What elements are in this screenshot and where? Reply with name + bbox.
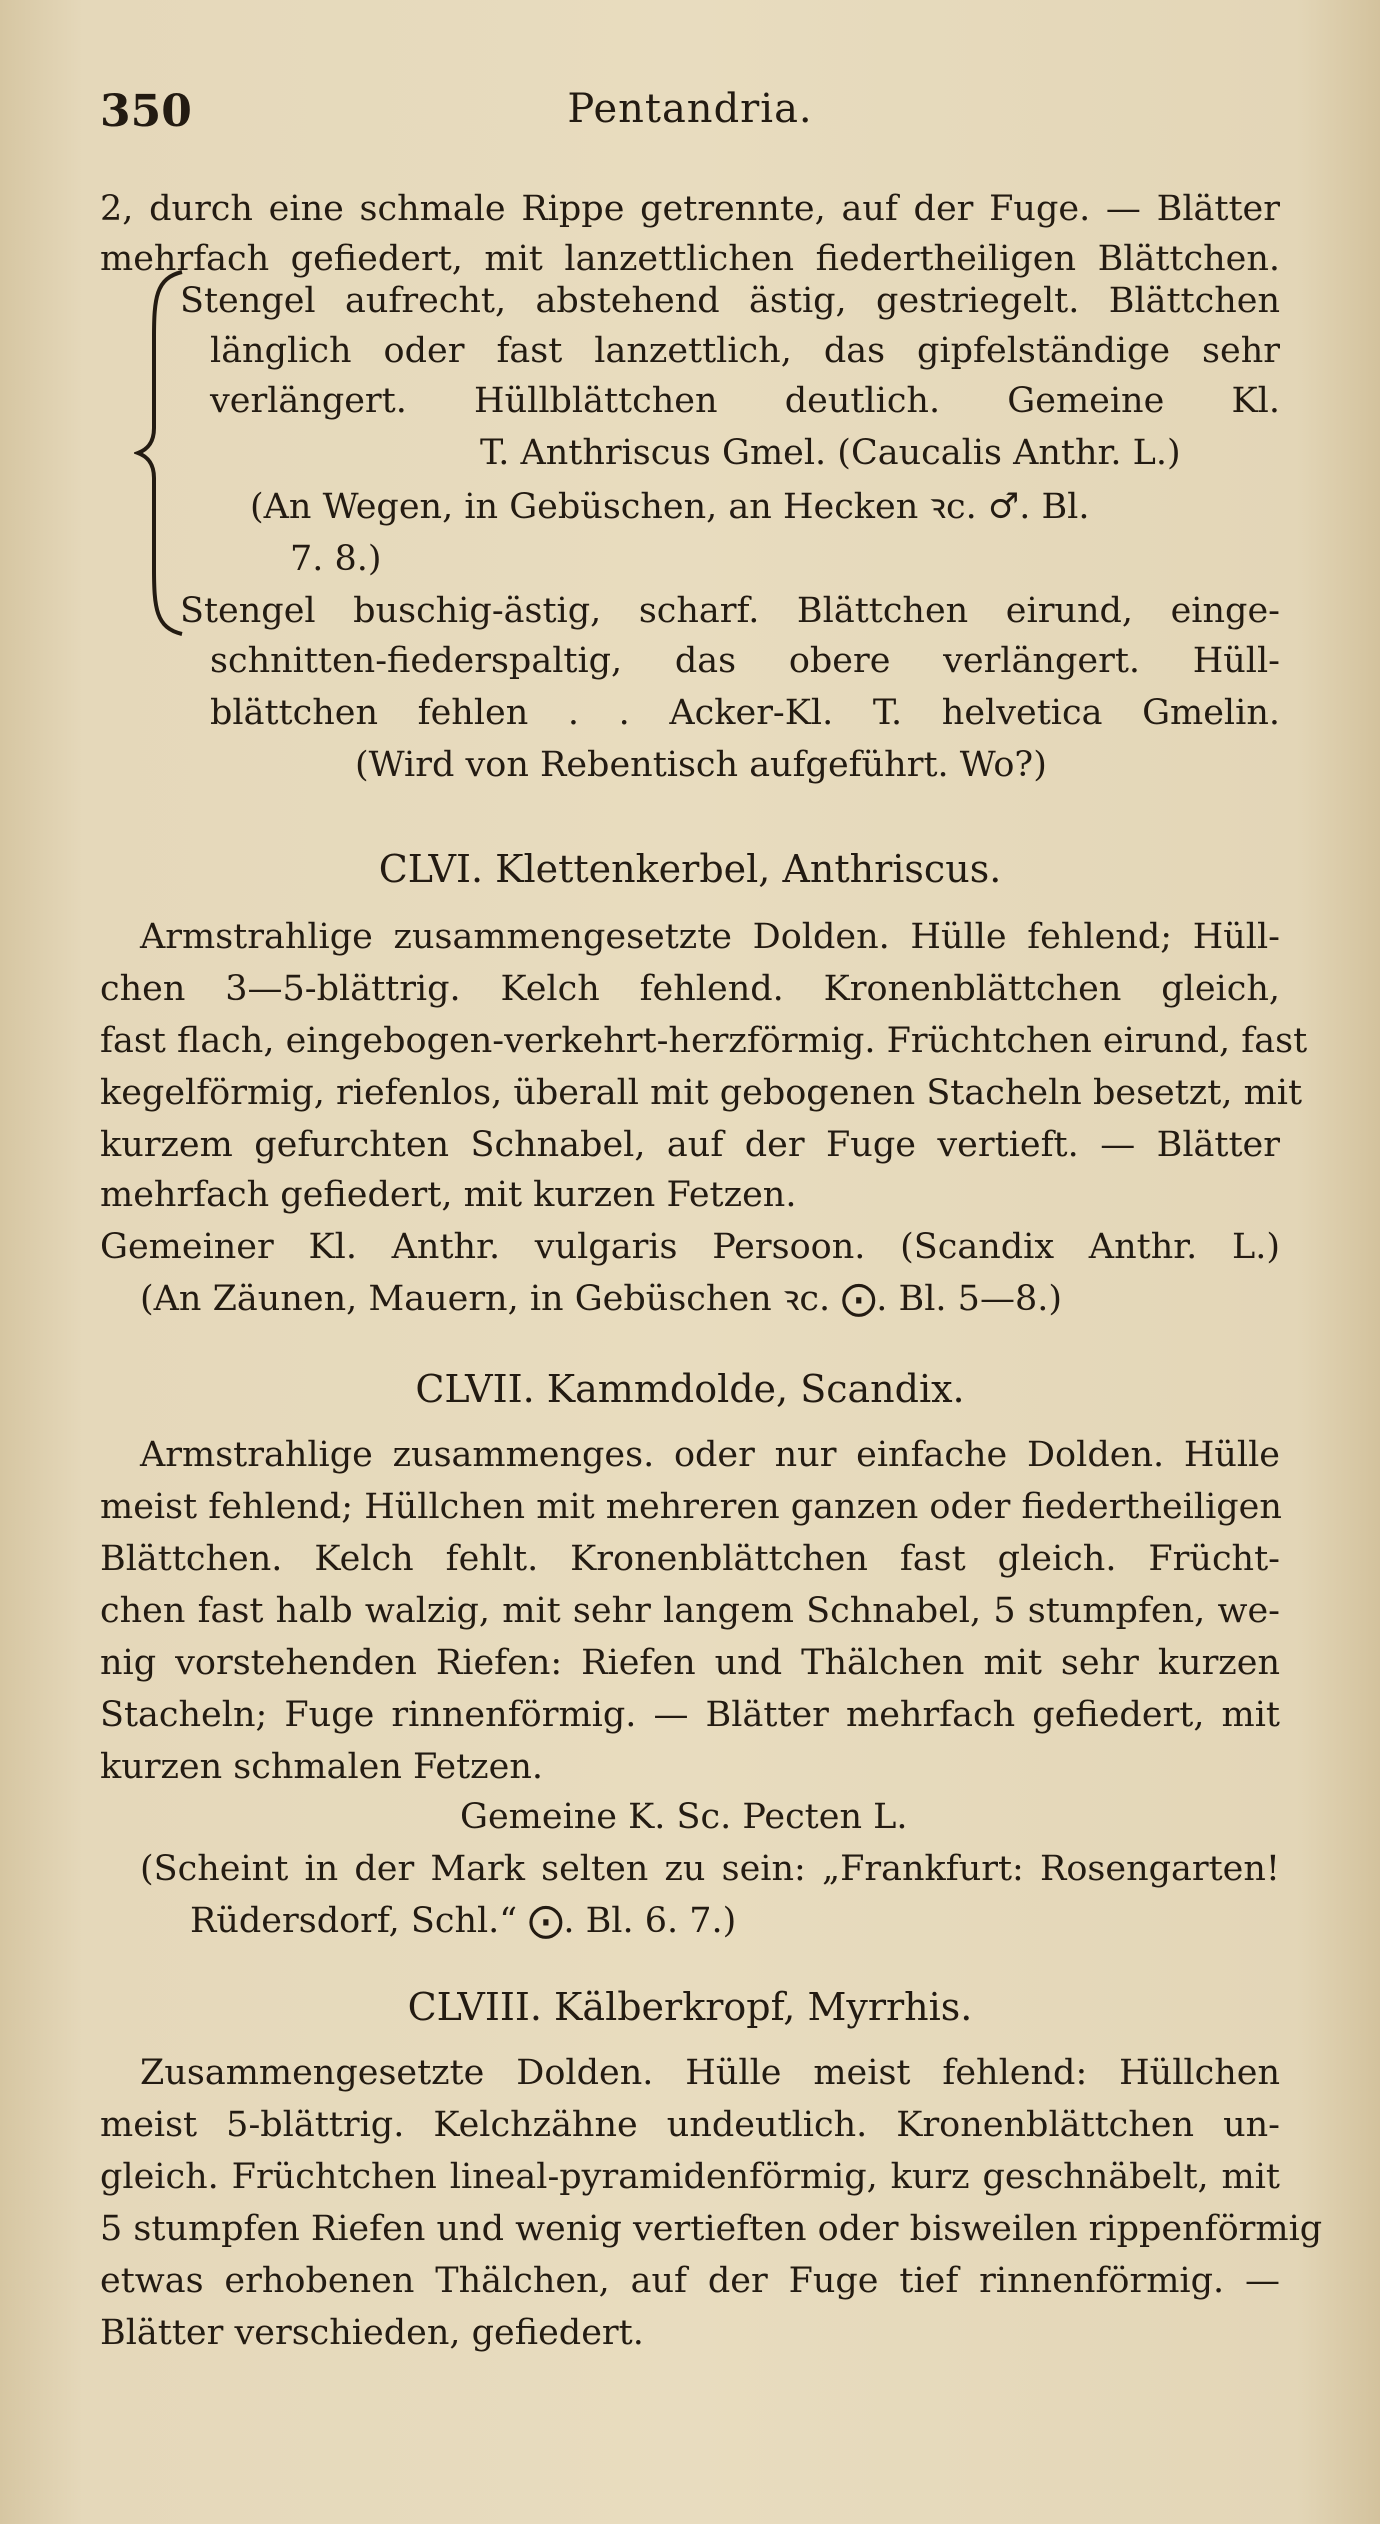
text-line: verlängert. Hüllblättchen deutlich. Gemeine Kl. (210, 381, 1280, 421)
section-heading: CLVII. Kammdolde, Scandix. (415, 1367, 965, 1411)
text-line: (An Wegen, in Gebüschen, an Hecken ꝛc. ♂. Bl. (250, 487, 1090, 527)
text-line: Stengel aufrecht, abstehend ästig, gestriegelt. Blättchen (180, 281, 1280, 321)
text-line: T. Anthriscus Gmel. (Caucalis Anthr. L.) (480, 433, 1181, 473)
text-line: nig vorstehenden Riefen: Riefen und Thälchen mit sehr kurzen (100, 1643, 1280, 1683)
text-line: Gemeine K. Sc. Pecten L. (460, 1797, 908, 1837)
text-line: Stacheln; Fuge rinnenförmig. — Blätter mehrfach gefiedert, mit (100, 1695, 1280, 1735)
page-number: 350 (100, 86, 192, 137)
text-line: mehrfach gefiedert, mit lanzettlichen fiedertheiligen Blättchen. (100, 239, 1280, 279)
text-line: meist fehlend; Hüllchen mit mehreren ganzen oder fiedertheiligen (100, 1487, 1282, 1527)
text-line: (An Zäunen, Mauern, in Gebüschen ꝛc. ⨀. Bl. 5—8.) (140, 1279, 1062, 1319)
text-line: 5 stumpfen Riefen und wenig vertieften oder bisweilen rippenförmig (100, 2209, 1323, 2249)
page-header (100, 86, 1280, 146)
text-line: meist 5-blättrig. Kelchzähne undeutlich. Kronenblättchen un- (100, 2105, 1280, 2145)
text-line: (Wird von Rebentisch aufgeführt. Wo?) (355, 745, 1047, 785)
text-line: 2, durch eine schmale Rippe getrennte, auf der Fuge. — Blätter (100, 189, 1280, 229)
text-line: chen fast halb walzig, mit sehr langem Schnabel, 5 stumpfen, we- (100, 1591, 1280, 1631)
text-line: Armstrahlige zusammengesetzte Dolden. Hülle fehlend; Hüll- (140, 917, 1280, 957)
text-line: 7. 8.) (290, 539, 382, 579)
text-line: gleich. Früchtchen lineal-pyramidenförmig, kurz geschnäbelt, mit (100, 2157, 1280, 2197)
text-line: Blätter verschieden, gefiedert. (100, 2313, 644, 2353)
text-line: blättchen fehlen . . Acker-Kl. T. helvetica Gmelin. (210, 693, 1280, 733)
text-line: Armstrahlige zusammenges. oder nur einfache Dolden. Hülle (140, 1435, 1280, 1475)
section-heading: CLVIII. Kälberkropf, Myrrhis. (407, 1985, 973, 2029)
text-line: Stengel buschig-ästig, scharf. Blättchen eirund, einge- (180, 591, 1280, 631)
text-line: kurzen schmalen Fetzen. (100, 1747, 544, 1787)
text-line: Blättchen. Kelch fehlt. Kronenblättchen fast gleich. Frücht- (100, 1539, 1280, 1579)
text-line: Gemeiner Kl. Anthr. vulgaris Persoon. (Scandix Anthr. L.) (100, 1227, 1280, 1267)
text-line: chen 3—5-blättrig. Kelch fehlend. Kronenblättchen gleich, (100, 969, 1280, 1009)
running-head: Pentandria. (567, 86, 813, 132)
text-line: Rüdersdorf, Schl.“ ⨀. Bl. 6. 7.) (190, 1901, 737, 1941)
section-heading: CLVI. Klettenkerbel, Anthriscus. (378, 847, 1002, 891)
text-line: etwas erhobenen Thälchen, auf der Fuge tief rinnenförmig. — (100, 2261, 1280, 2301)
text-line: kegelförmig, riefenlos, überall mit gebogenen Stacheln besetzt, mit (100, 1073, 1303, 1113)
text-line: kurzem gefurchten Schnabel, auf der Fuge vertieft. — Blätter (100, 1125, 1280, 1165)
text-line: mehrfach gefiedert, mit kurzen Fetzen. (100, 1175, 797, 1215)
text-line: schnitten-fiederspaltig, das obere verlängert. Hüll- (210, 641, 1280, 681)
text-line: Zusammengesetzte Dolden. Hülle meist fehlend: Hüllchen (140, 2053, 1280, 2093)
text-line: länglich oder fast lanzettlich, das gipfelständige sehr (210, 331, 1280, 371)
text-line: fast flach, eingebogen-verkehrt-herzförmig. Früchtchen eirund, fast (100, 1021, 1308, 1061)
text-line: (Scheint in der Mark selten zu sein: „Frankfurt: Rosengarten! (140, 1849, 1280, 1889)
